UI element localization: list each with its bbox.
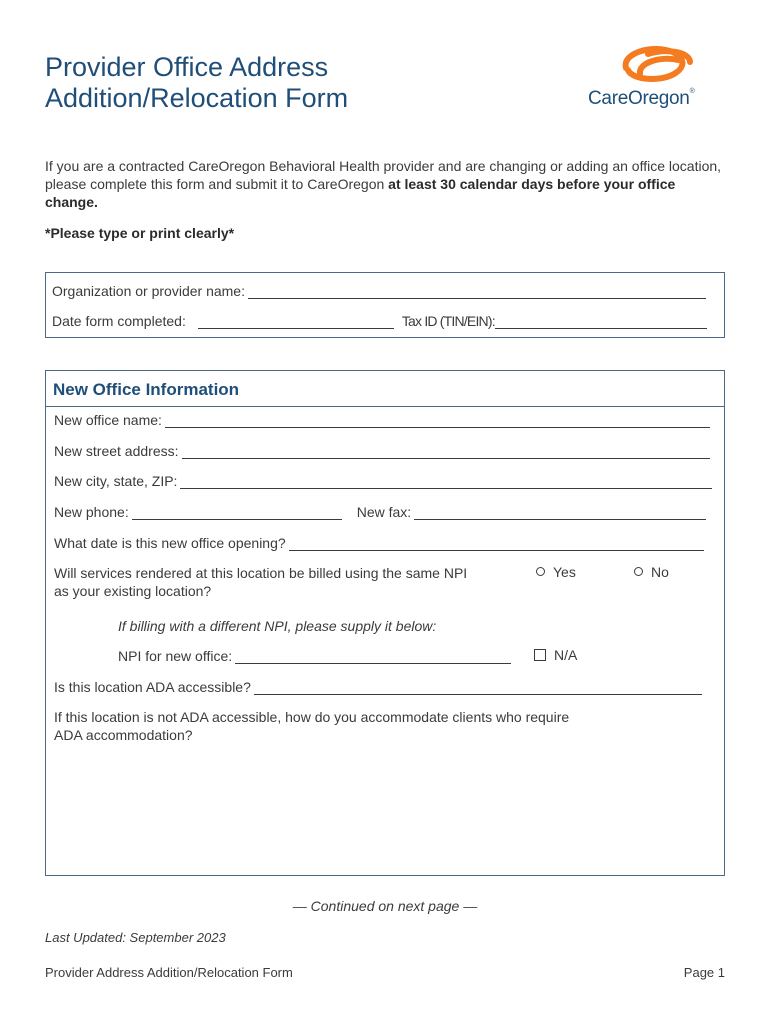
ada-accommodation-question: If this location is not ADA accessible, how do you accommodate clients who require ADA accommodation? [54,709,570,743]
print-clearly-note: *Please type or print clearly* [45,225,235,241]
careoregon-logo [588,44,728,114]
no-label: No [651,564,669,580]
office-name-label: New office name: [54,412,162,428]
yes-radio[interactable] [536,567,545,576]
phone-label: New phone: [54,504,129,520]
org-name-row [52,283,706,299]
na-label: N/A [554,647,578,663]
new-office-box [45,370,725,876]
footer-page-number: Page 1 [683,965,725,980]
yes-label: Yes [553,564,576,580]
city-label: New city, state, ZIP: [54,473,178,489]
date-completed-label: Date form completed: [52,313,186,329]
street-field[interactable] [182,445,710,459]
intro-bold-text: at least 30 calendar days before your office change. [45,176,676,210]
street-row [54,443,710,459]
npi-label: NPI for new office: [118,648,233,664]
ada-label: Is this location ADA accessible? [54,679,251,695]
ada-row [54,679,702,695]
npi-question: Will services rendered at this location be billed using the same NPI as your existing location? [54,565,468,599]
na-option[interactable] [534,647,577,663]
yes-option[interactable] [536,564,576,580]
date-completed-field[interactable] [198,315,394,329]
office-name-row [54,412,710,428]
opening-label: What date is this new office opening? [54,535,286,551]
city-field[interactable] [180,475,712,489]
ada-accommodation-answer-area[interactable] [54,751,714,869]
tax-id-field[interactable] [495,315,707,329]
intro-text: If you are a contracted CareOregon Behavioral Health provider and are changing or adding an office location, please complete this form and submit it to CareOregon [45,158,722,192]
new-office-header [46,371,724,407]
org-name-field[interactable] [248,285,706,299]
intro-paragraph [45,157,725,211]
title-line-1: Provider Office Address [45,52,329,82]
date-tax-row [52,313,707,329]
fax-label: New fax: [356,504,412,520]
fax-field[interactable] [414,506,706,520]
title-line-2: Addition/Relocation Form [45,83,349,113]
office-name-field[interactable] [165,414,710,428]
street-label: New street address: [54,443,179,459]
last-updated: Last Updated: September 2023 [45,930,226,945]
provider-info-box [45,272,725,338]
logo-wordmark: CareOregon® [588,88,695,109]
page-title [45,52,465,114]
npi-row [118,648,511,664]
footer-form-name: Provider Address Addition/Relocation Form [45,965,293,980]
ada-field[interactable] [254,681,702,695]
tax-id-label: Tax ID (TIN/EIN): [401,313,495,329]
phone-fax-row [54,504,706,520]
npi-field[interactable] [235,650,511,664]
npi-instruction: If billing with a different NPI, please supply it below: [118,618,437,634]
opening-row [54,535,704,551]
city-row [54,473,712,489]
no-option[interactable] [634,564,669,580]
na-checkbox[interactable] [534,649,546,661]
org-name-label: Organization or provider name: [52,283,245,299]
continued-note: — Continued on next page — [292,898,478,914]
phone-field[interactable] [132,506,342,520]
no-radio[interactable] [634,567,643,576]
new-office-heading: New Office Information [53,380,240,399]
logo-swirl-icon [618,44,696,84]
opening-date-field[interactable] [289,537,704,551]
